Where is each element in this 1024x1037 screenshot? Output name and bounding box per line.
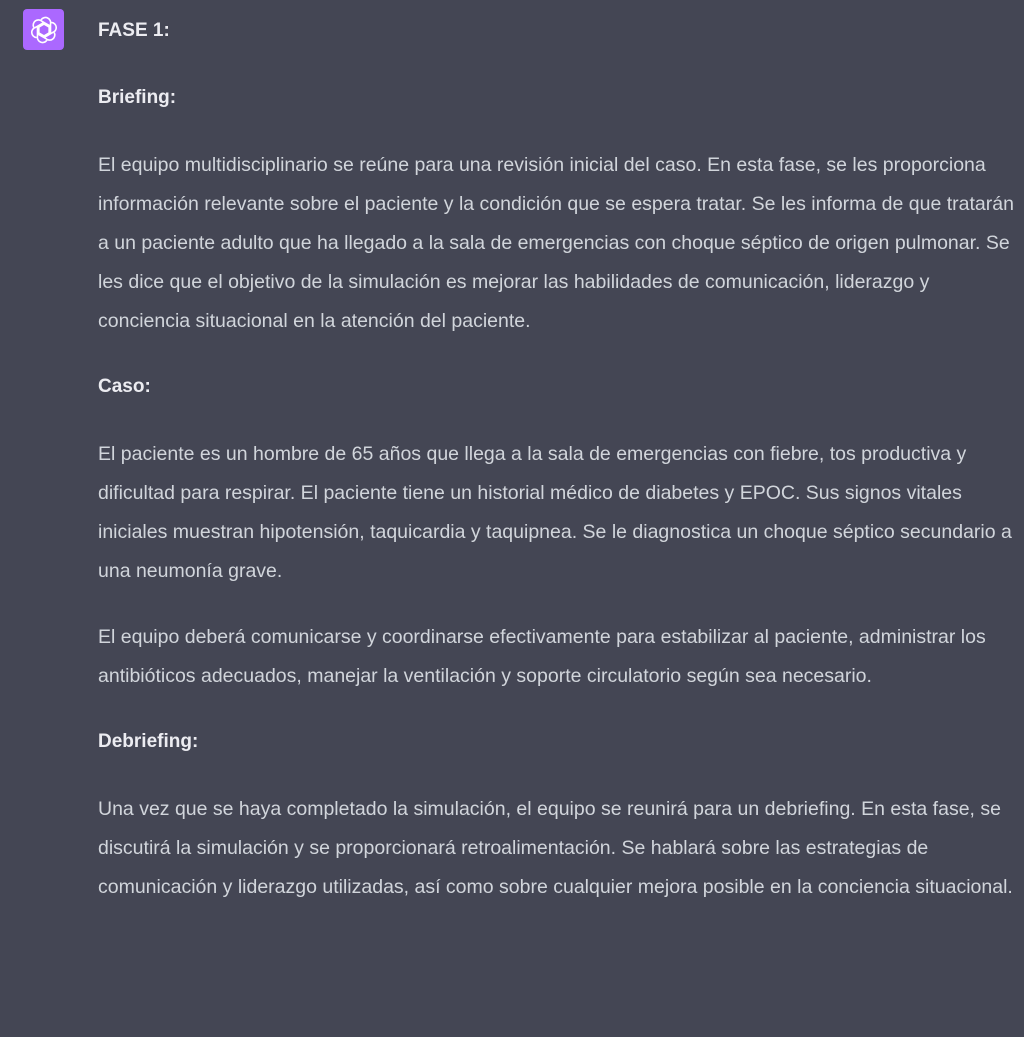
debriefing-paragraph: Una vez que se haya completado la simulación, el equipo se reunirá para un debriefing. En esta fase, se discutirá la simulación y se proporcionará retroalimentación. Se hablará sobre las estrategias de comunicación y liderazgo utilizadas, así como sobre cualquier mejora posible en la conciencia situacional. [98, 798, 1013, 898]
caso-paragraph-2: El equipo deberá comunicarse y coordinarse efectivamente para estabilizar al paciente, administrar los antibióticos adecuados, manejar la ventilación y soporte circulatorio según sea necesario. [98, 626, 986, 687]
assistant-avatar [23, 9, 64, 50]
section-heading-caso: Caso: [98, 376, 151, 397]
briefing-paragraph: El equipo multidisciplinario se reúne para una revisión inicial del caso. En esta fase, se les proporciona información relevante sobre el paciente y la condición que se espera tratar. Se les informa de que tratarán a un paciente adulto que ha llegado a la sala de emergencias con choque séptico de origen pulmonar. Se les dice que el objetivo de la simulación es mejorar las habilidades de comunicación, liderazgo y conciencia situacional en la atención del paciente. [98, 154, 1014, 332]
phase-title: FASE 1: [98, 20, 170, 41]
message-content [98, 12, 1014, 907]
openai-logo-icon [29, 15, 59, 45]
section-heading-debriefing: Debriefing: [98, 731, 199, 752]
section-heading-briefing: Briefing: [98, 87, 177, 108]
caso-paragraph-1: El paciente es un hombre de 65 años que llega a la sala de emergencias con fiebre, tos productiva y dificultad para respirar. El paciente tiene un historial médico de diabetes y EPOC. Sus signos vitales iniciales muestran hipotensión, taquicardia y taquipnea. Se le diagnostica un choque séptico secundario a una neumonía grave. [98, 443, 1012, 582]
